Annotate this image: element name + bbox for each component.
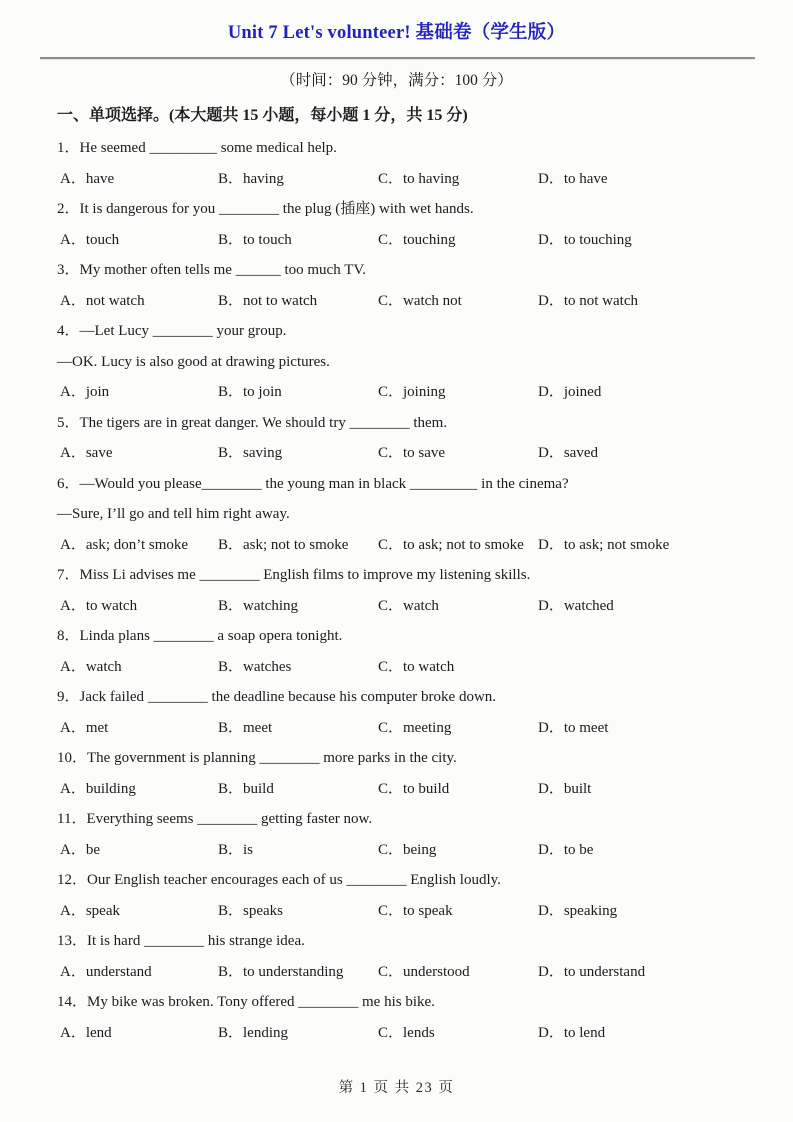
option: D．to be <box>538 841 594 858</box>
question-text: 7．Miss Li advises me ________ English films to improve my listening skills. <box>57 567 531 583</box>
question-13 <box>57 926 753 987</box>
option: A．touch <box>60 231 120 248</box>
option: C．meeting <box>378 719 452 736</box>
question-9 <box>57 682 753 743</box>
option-row <box>57 1018 753 1049</box>
option: A．save <box>60 445 113 461</box>
question-text: 10．The government is planning ________ more parks in the city. <box>57 750 457 766</box>
option: C．to watch <box>378 658 455 675</box>
option-row <box>57 591 753 622</box>
question-text: 9．Jack failed ________ the deadline because his computer broke down. <box>57 689 497 705</box>
option: A．watch <box>60 658 122 675</box>
option-row <box>57 530 753 561</box>
option: A．to watch <box>60 597 138 614</box>
question-text: 11．Everything seems ________ getting faster now. <box>57 811 373 827</box>
option: C．lends <box>378 1024 435 1041</box>
option: C．to having <box>378 170 460 187</box>
option: D．to not watch <box>538 292 638 309</box>
option: B．meet <box>218 719 273 736</box>
question-text: 1．He seemed _________ some medical help. <box>57 140 337 156</box>
option-row <box>57 377 753 408</box>
option: C．to save <box>378 445 446 461</box>
option: A．not watch <box>60 292 145 309</box>
exam-time-score-info: （时间：90 分钟，满分：100 分） <box>280 72 513 89</box>
option: D．to understand <box>538 963 646 980</box>
section-heading: 一、单项选择。(本大题共 15 小题，每小题 1 分，共 15 分) <box>57 107 468 124</box>
option: A．building <box>60 780 136 797</box>
option: D．built <box>538 780 592 797</box>
option-row <box>57 835 753 866</box>
question-text: 2．It is dangerous for you ________ the plug (插座) with wet hands. <box>57 201 474 217</box>
question-14 <box>57 987 753 1048</box>
option: B．ask; not to smoke <box>218 536 349 553</box>
option: D．joined <box>538 384 602 400</box>
option: D．to ask; not smoke <box>538 536 670 553</box>
option: B．speaks <box>218 902 283 919</box>
question-text: —Sure, I’ll go and tell him right away. <box>57 506 290 522</box>
option: C．watch <box>378 597 439 614</box>
option: A．met <box>60 719 109 736</box>
option: C．to build <box>378 780 450 797</box>
question-text: 8．Linda plans ________ a soap opera tonight. <box>57 628 343 644</box>
option: C．joining <box>378 384 446 400</box>
option: D．to meet <box>538 719 609 736</box>
question-text: 4．—Let Lucy ________ your group. <box>57 323 287 339</box>
question-10 <box>57 743 753 804</box>
question-text: 3．My mother often tells me ______ too much TV. <box>57 262 367 278</box>
option: A．ask; don’t smoke <box>60 536 189 553</box>
option-row <box>57 164 753 195</box>
question-6 <box>57 469 753 561</box>
question-text: 6．—Would you please________ the young man in black _________ in the cinema? <box>57 475 569 492</box>
option: A．join <box>60 384 110 400</box>
option: A．understand <box>60 963 152 980</box>
option-row <box>57 438 753 469</box>
question-text: 13．It is hard ________ his strange idea. <box>57 933 305 949</box>
page-number: 第 1 页 共 23 页 <box>338 1080 455 1096</box>
option: B．build <box>218 780 274 797</box>
option: B．to touch <box>218 231 292 248</box>
title-divider <box>40 57 755 60</box>
option-row <box>57 896 753 927</box>
question-3 <box>57 255 753 316</box>
option: D．watched <box>538 597 614 614</box>
option: D．to have <box>538 170 608 187</box>
option: A．speak <box>60 902 120 919</box>
option-row <box>57 652 753 683</box>
option: A．lend <box>60 1024 112 1041</box>
option: B．saving <box>218 445 283 461</box>
option: B．not to watch <box>218 292 318 309</box>
option: C．touching <box>378 231 456 248</box>
question-list <box>57 133 753 1048</box>
option: B．having <box>218 170 284 187</box>
option: C．watch not <box>378 292 462 309</box>
question-12 <box>57 865 753 926</box>
option: D．speaking <box>538 902 618 919</box>
question-1 <box>57 133 753 194</box>
question-text: 12．Our English teacher encourages each of us ________ English loudly. <box>57 872 501 888</box>
option: B．watches <box>218 658 292 675</box>
question-8 <box>57 621 753 682</box>
option: C．understood <box>378 963 470 980</box>
option-row <box>57 286 753 317</box>
page-title: Unit 7 Let's volunteer! 基础卷（学生版） <box>227 23 566 43</box>
option-row <box>57 713 753 744</box>
option: C．being <box>378 841 437 858</box>
option: D．to touching <box>538 231 632 248</box>
question-text: 14．My bike was broken. Tony offered ________ me his bike. <box>57 994 435 1010</box>
option: B．lending <box>218 1024 288 1041</box>
option: B．to join <box>218 384 282 400</box>
option: B．is <box>218 841 254 858</box>
option: A．be <box>60 841 100 858</box>
question-2 <box>57 194 753 255</box>
option-row <box>57 774 753 805</box>
option: C．to ask; not to smoke <box>378 536 524 553</box>
question-text: —OK. Lucy is also good at drawing pictures. <box>57 353 330 370</box>
question-4 <box>57 316 753 408</box>
option-row <box>57 957 753 988</box>
question-text: 5．The tigers are in great danger. We should try ________ them. <box>57 414 448 431</box>
option: A．have <box>60 170 115 187</box>
option: C．to speak <box>378 902 453 919</box>
question-5 <box>57 408 753 469</box>
option: B．watching <box>218 597 298 614</box>
option: D．to lend <box>538 1024 606 1041</box>
option-row <box>57 225 753 256</box>
option: B．to understanding <box>218 963 344 980</box>
option: D．saved <box>538 445 598 461</box>
question-7 <box>57 560 753 621</box>
question-11 <box>57 804 753 865</box>
